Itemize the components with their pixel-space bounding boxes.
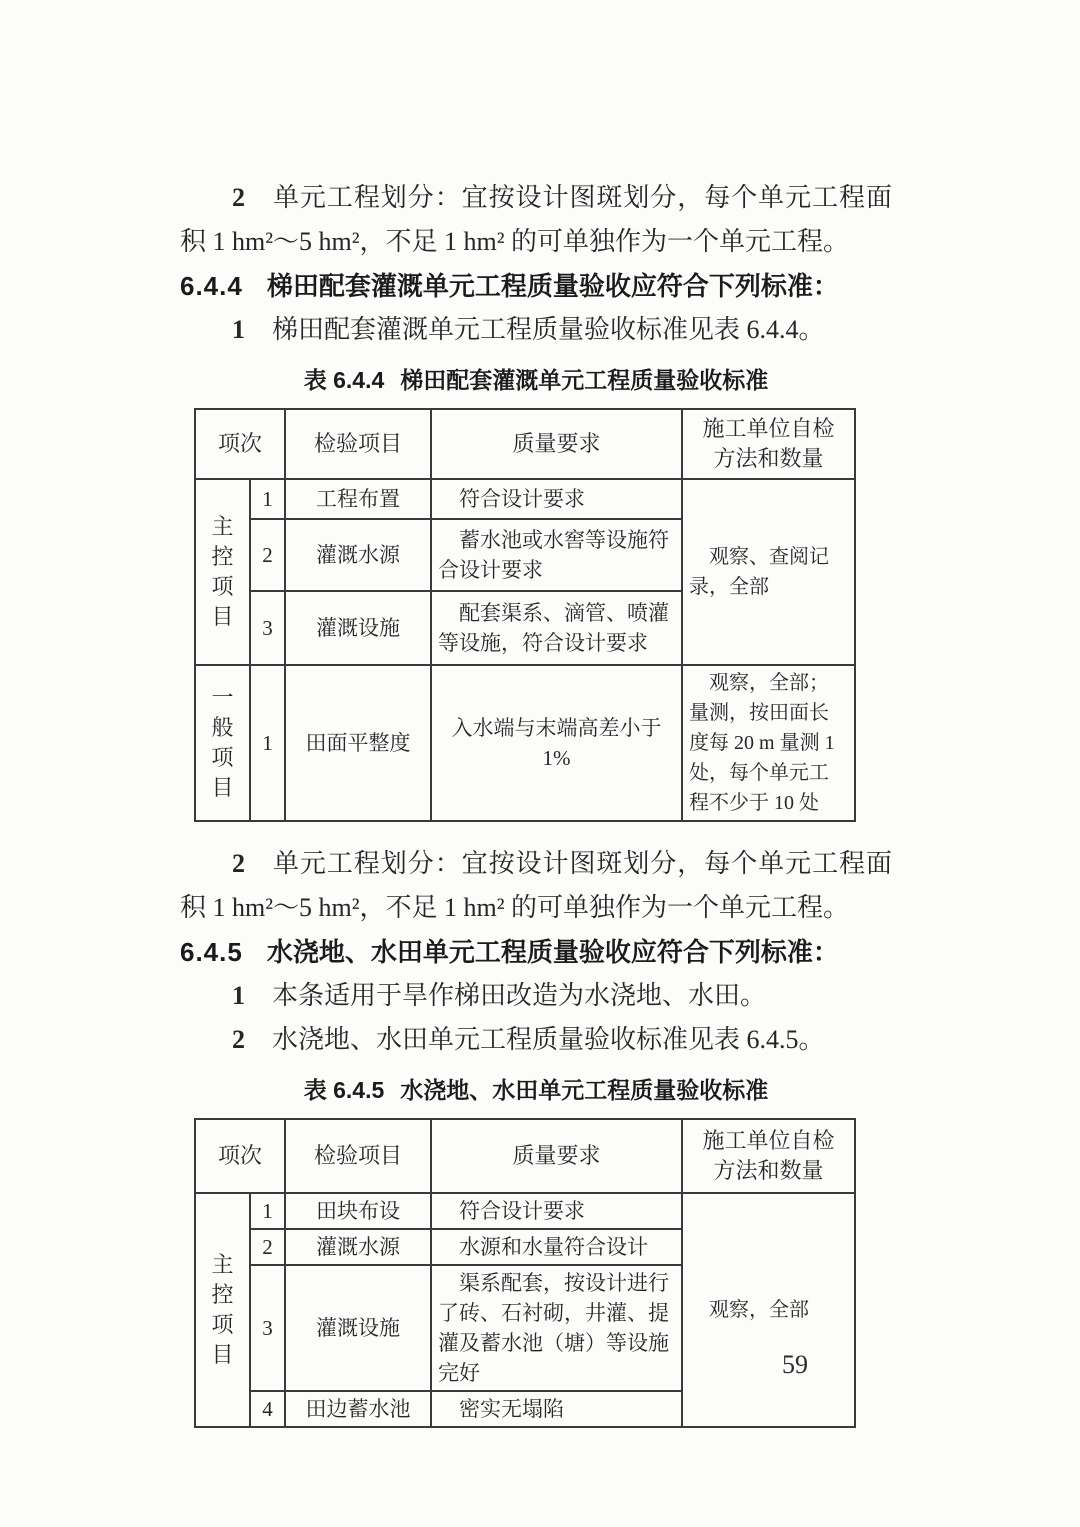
row-group-label-main-control: 主控 项目 bbox=[195, 479, 250, 665]
cell-item: 灌溉水源 bbox=[285, 1229, 431, 1265]
cell-method: 观察，全部；量测，按田面长度每 20 m 量测 1 处，每个单元工程不少于 10 处 bbox=[682, 665, 855, 821]
paragraph-text: 本条适用于旱作梯田改造为水浇地、水田。 bbox=[272, 981, 767, 1010]
caption-title: 水浇地、水田单元工程质量验收标准 bbox=[400, 1077, 769, 1103]
caption-label: 表 6.4.4 bbox=[303, 367, 385, 393]
cell-requirement: 符合设计要求 bbox=[431, 479, 682, 519]
header-self-check-line2: 方法和数量 bbox=[713, 1158, 824, 1183]
paragraph-text: 单元工程划分：宜按设计图斑划分，每个单元工程面积 1 hm²～5 hm²，不足 1 hm² 的可单独作为一个单元工程。 bbox=[180, 849, 892, 922]
paragraph-unit-division-b bbox=[180, 822, 892, 930]
list-number: 2 bbox=[232, 1025, 245, 1054]
header-quality-requirement: 质量要求 bbox=[431, 1119, 682, 1193]
table-row bbox=[195, 479, 855, 519]
cell-no: 2 bbox=[250, 1229, 285, 1265]
cell-no: 4 bbox=[250, 1391, 285, 1427]
cell-requirement: 蓄水池或水窖等设施符合设计要求 bbox=[431, 519, 682, 591]
clause-number: 6.4.4 bbox=[180, 271, 243, 301]
table-6-4-5 bbox=[194, 1118, 856, 1428]
cell-no: 3 bbox=[250, 1265, 285, 1391]
cell-item: 灌溉水源 bbox=[285, 519, 431, 591]
cell-item: 灌溉设施 bbox=[285, 1265, 431, 1391]
list-item bbox=[180, 1018, 892, 1062]
list-item bbox=[180, 974, 892, 1018]
cell-item: 工程布置 bbox=[285, 479, 431, 519]
header-self-check bbox=[682, 1119, 855, 1193]
paragraph-unit-division-a bbox=[180, 0, 892, 264]
header-item-no: 项次 bbox=[195, 1119, 285, 1193]
cell-no: 1 bbox=[250, 665, 285, 821]
cell-requirement: 水源和水量符合设计 bbox=[431, 1229, 682, 1265]
cell-requirement: 渠系配套，按设计进行了砖、石衬砌，井灌、提灌及蓄水池（塘）等设施完好 bbox=[431, 1265, 682, 1391]
table-caption-6-4-5 bbox=[180, 1072, 892, 1108]
content-column bbox=[180, 0, 892, 1428]
list-number: 2 bbox=[232, 183, 245, 212]
cell-no: 3 bbox=[250, 591, 285, 665]
header-item-no: 项次 bbox=[195, 409, 285, 479]
list-number: 2 bbox=[232, 849, 245, 878]
header-quality-requirement: 质量要求 bbox=[431, 409, 682, 479]
clause-text: 梯田配套灌溉单元工程质量验收应符合下列标准： bbox=[266, 271, 839, 301]
cell-requirement: 符合设计要求 bbox=[431, 1193, 682, 1229]
table-header-row bbox=[195, 1119, 855, 1193]
cell-no: 1 bbox=[250, 1193, 285, 1229]
row-group-label-general: 一般 项目 bbox=[195, 665, 250, 821]
table-row bbox=[195, 1193, 855, 1229]
clause-text: 水浇地、水田单元工程质量验收应符合下列标准： bbox=[266, 937, 839, 967]
header-inspection-item: 检验项目 bbox=[285, 409, 431, 479]
paragraph-text: 单元工程划分：宜按设计图斑划分，每个单元工程面积 1 hm²～5 hm²，不足 1 hm² 的可单独作为一个单元工程。 bbox=[180, 183, 892, 256]
paragraph-text: 梯田配套灌溉单元工程质量验收标准见表 6.4.4。 bbox=[272, 315, 825, 344]
clause-6-4-5 bbox=[180, 930, 892, 974]
list-number: 1 bbox=[232, 981, 245, 1010]
table-6-4-4 bbox=[194, 408, 856, 822]
table-row bbox=[195, 665, 855, 821]
header-self-check-line1: 施工单位自检 bbox=[702, 416, 835, 441]
clause-number: 6.4.5 bbox=[180, 937, 243, 967]
header-self-check-line1: 施工单位自检 bbox=[702, 1128, 835, 1153]
cell-method: 观察，全部 bbox=[682, 1193, 855, 1427]
clause-6-4-4 bbox=[180, 264, 892, 308]
list-item bbox=[180, 308, 892, 352]
cell-no: 1 bbox=[250, 479, 285, 519]
paragraph-text: 水浇地、水田单元工程质量验收标准见表 6.4.5。 bbox=[272, 1025, 825, 1054]
cell-item: 田块布设 bbox=[285, 1193, 431, 1229]
caption-label: 表 6.4.5 bbox=[303, 1077, 385, 1103]
header-self-check bbox=[682, 409, 855, 479]
cell-method: 观察、查阅记录，全部 bbox=[682, 479, 855, 665]
table-caption-6-4-4 bbox=[180, 362, 892, 398]
cell-item: 灌溉设施 bbox=[285, 591, 431, 665]
cell-requirement: 入水端与末端高差小于1% bbox=[431, 665, 682, 821]
cell-requirement: 配套渠系、滴管、喷灌等设施，符合设计要求 bbox=[431, 591, 682, 665]
cell-requirement: 密实无塌陷 bbox=[431, 1391, 682, 1427]
page-number: 59 bbox=[782, 1350, 808, 1379]
cell-item: 田边蓄水池 bbox=[285, 1391, 431, 1427]
table-header-row bbox=[195, 409, 855, 479]
header-self-check-line2: 方法和数量 bbox=[713, 446, 824, 471]
row-group-label-main-control: 主控 项目 bbox=[195, 1193, 250, 1427]
cell-no: 2 bbox=[250, 519, 285, 591]
list-number: 1 bbox=[232, 315, 245, 344]
cell-item: 田面平整度 bbox=[285, 665, 431, 821]
header-inspection-item: 检验项目 bbox=[285, 1119, 431, 1193]
caption-title: 梯田配套灌溉单元工程质量验收标准 bbox=[400, 367, 769, 393]
